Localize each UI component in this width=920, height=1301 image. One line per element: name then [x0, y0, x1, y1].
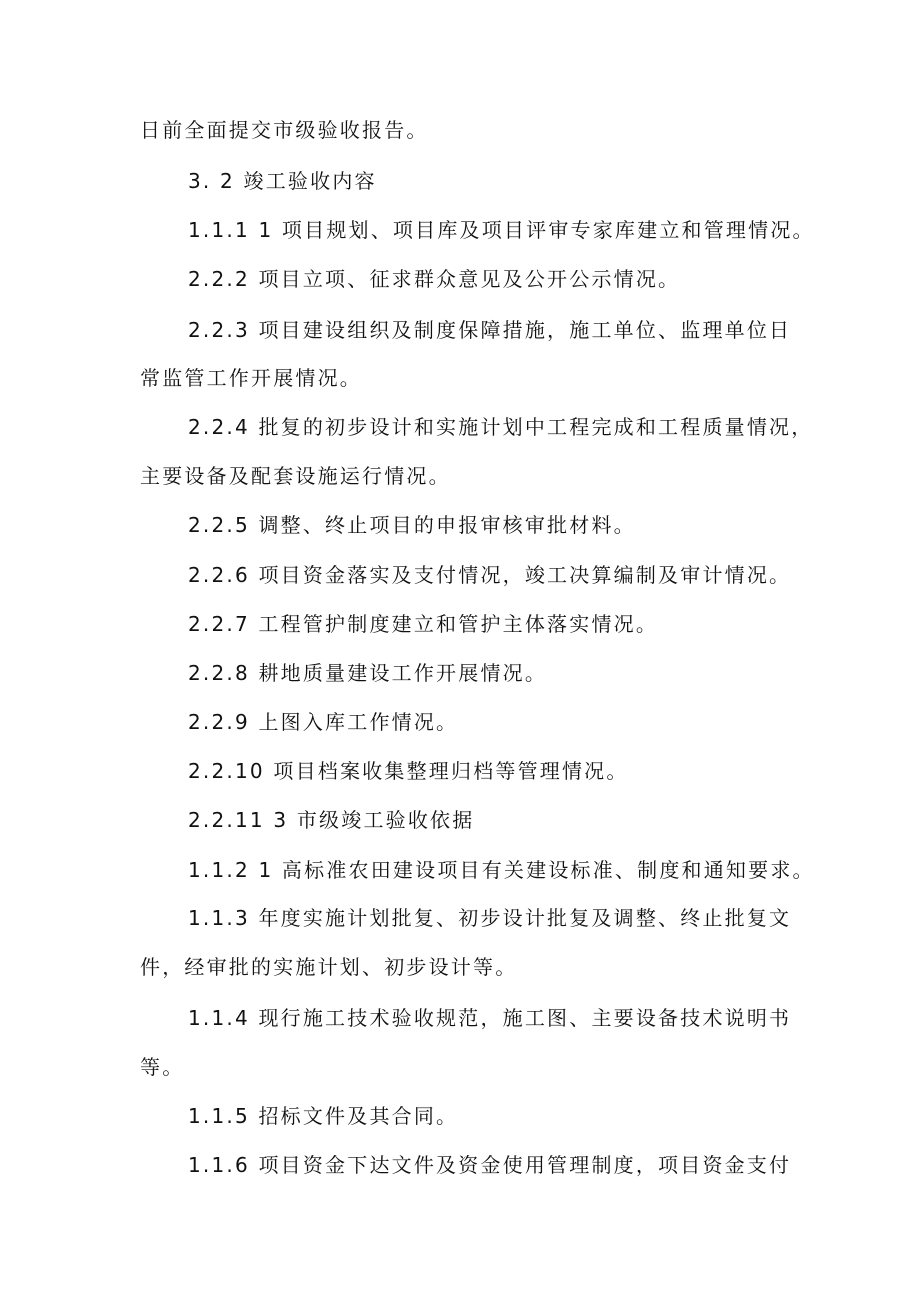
text-line: 1.1.4 现行施工技术验收规范，施工图、主要设备技术说明书	[188, 1006, 792, 1030]
text-line: 2.2.4 批复的初步设计和实施计划中工程完成和工程质量情况，	[188, 415, 814, 439]
text-line: 2.2.7 工程管护制度建立和管护主体落实情况。	[188, 612, 659, 636]
section-heading: 2.2.11 3 市级竣工验收依据	[188, 808, 475, 832]
text-line: 2.2.9 上图入库工作情况。	[188, 710, 459, 734]
text-line: 1.1.5 招标文件及其合同。	[188, 1104, 459, 1128]
text-line: 2.2.2 项目立项、征求群众意见及公开公示情况。	[188, 267, 681, 291]
text-line: 日前全面提交市级验收报告。	[140, 118, 429, 142]
text-line: 2.2.8 耕地质量建设工作开展情况。	[188, 661, 548, 685]
text-line: 常监管工作开展情况。	[140, 366, 362, 390]
text-line: 1.1.6 项目资金下达文件及资金使用管理制度，项目资金支付	[188, 1153, 792, 1177]
text-line: 2.2.6 项目资金落实及支付情况，竣工决算编制及审计情况。	[188, 563, 792, 587]
text-line: 主要设备及配套设施运行情况。	[140, 464, 451, 488]
text-line: 1.1.3 年度实施计划批复、初步设计批复及调整、终止批复文	[188, 906, 792, 930]
text-line: 1.1.1 1 项目规划、项目库及项目评审专家库建立和管理情况。	[188, 218, 815, 242]
text-line: 2.2.3 项目建设组织及制度保障措施，施工单位、监理单位日	[188, 318, 792, 342]
section-heading: 3. 2 竣工验收内容	[188, 169, 377, 193]
text-line: 2.2.5 调整、终止项目的申报审核审批材料。	[188, 513, 636, 537]
text-line: 件，经审批的实施计划、初步设计等。	[140, 955, 518, 979]
text-line: 2.2.10 项目档案收集整理归档等管理情况。	[188, 759, 629, 783]
text-line: 1.1.2 1 高标准农田建设项目有关建设标准、制度和通知要求。	[188, 858, 815, 882]
text-line: 等。	[140, 1055, 185, 1079]
